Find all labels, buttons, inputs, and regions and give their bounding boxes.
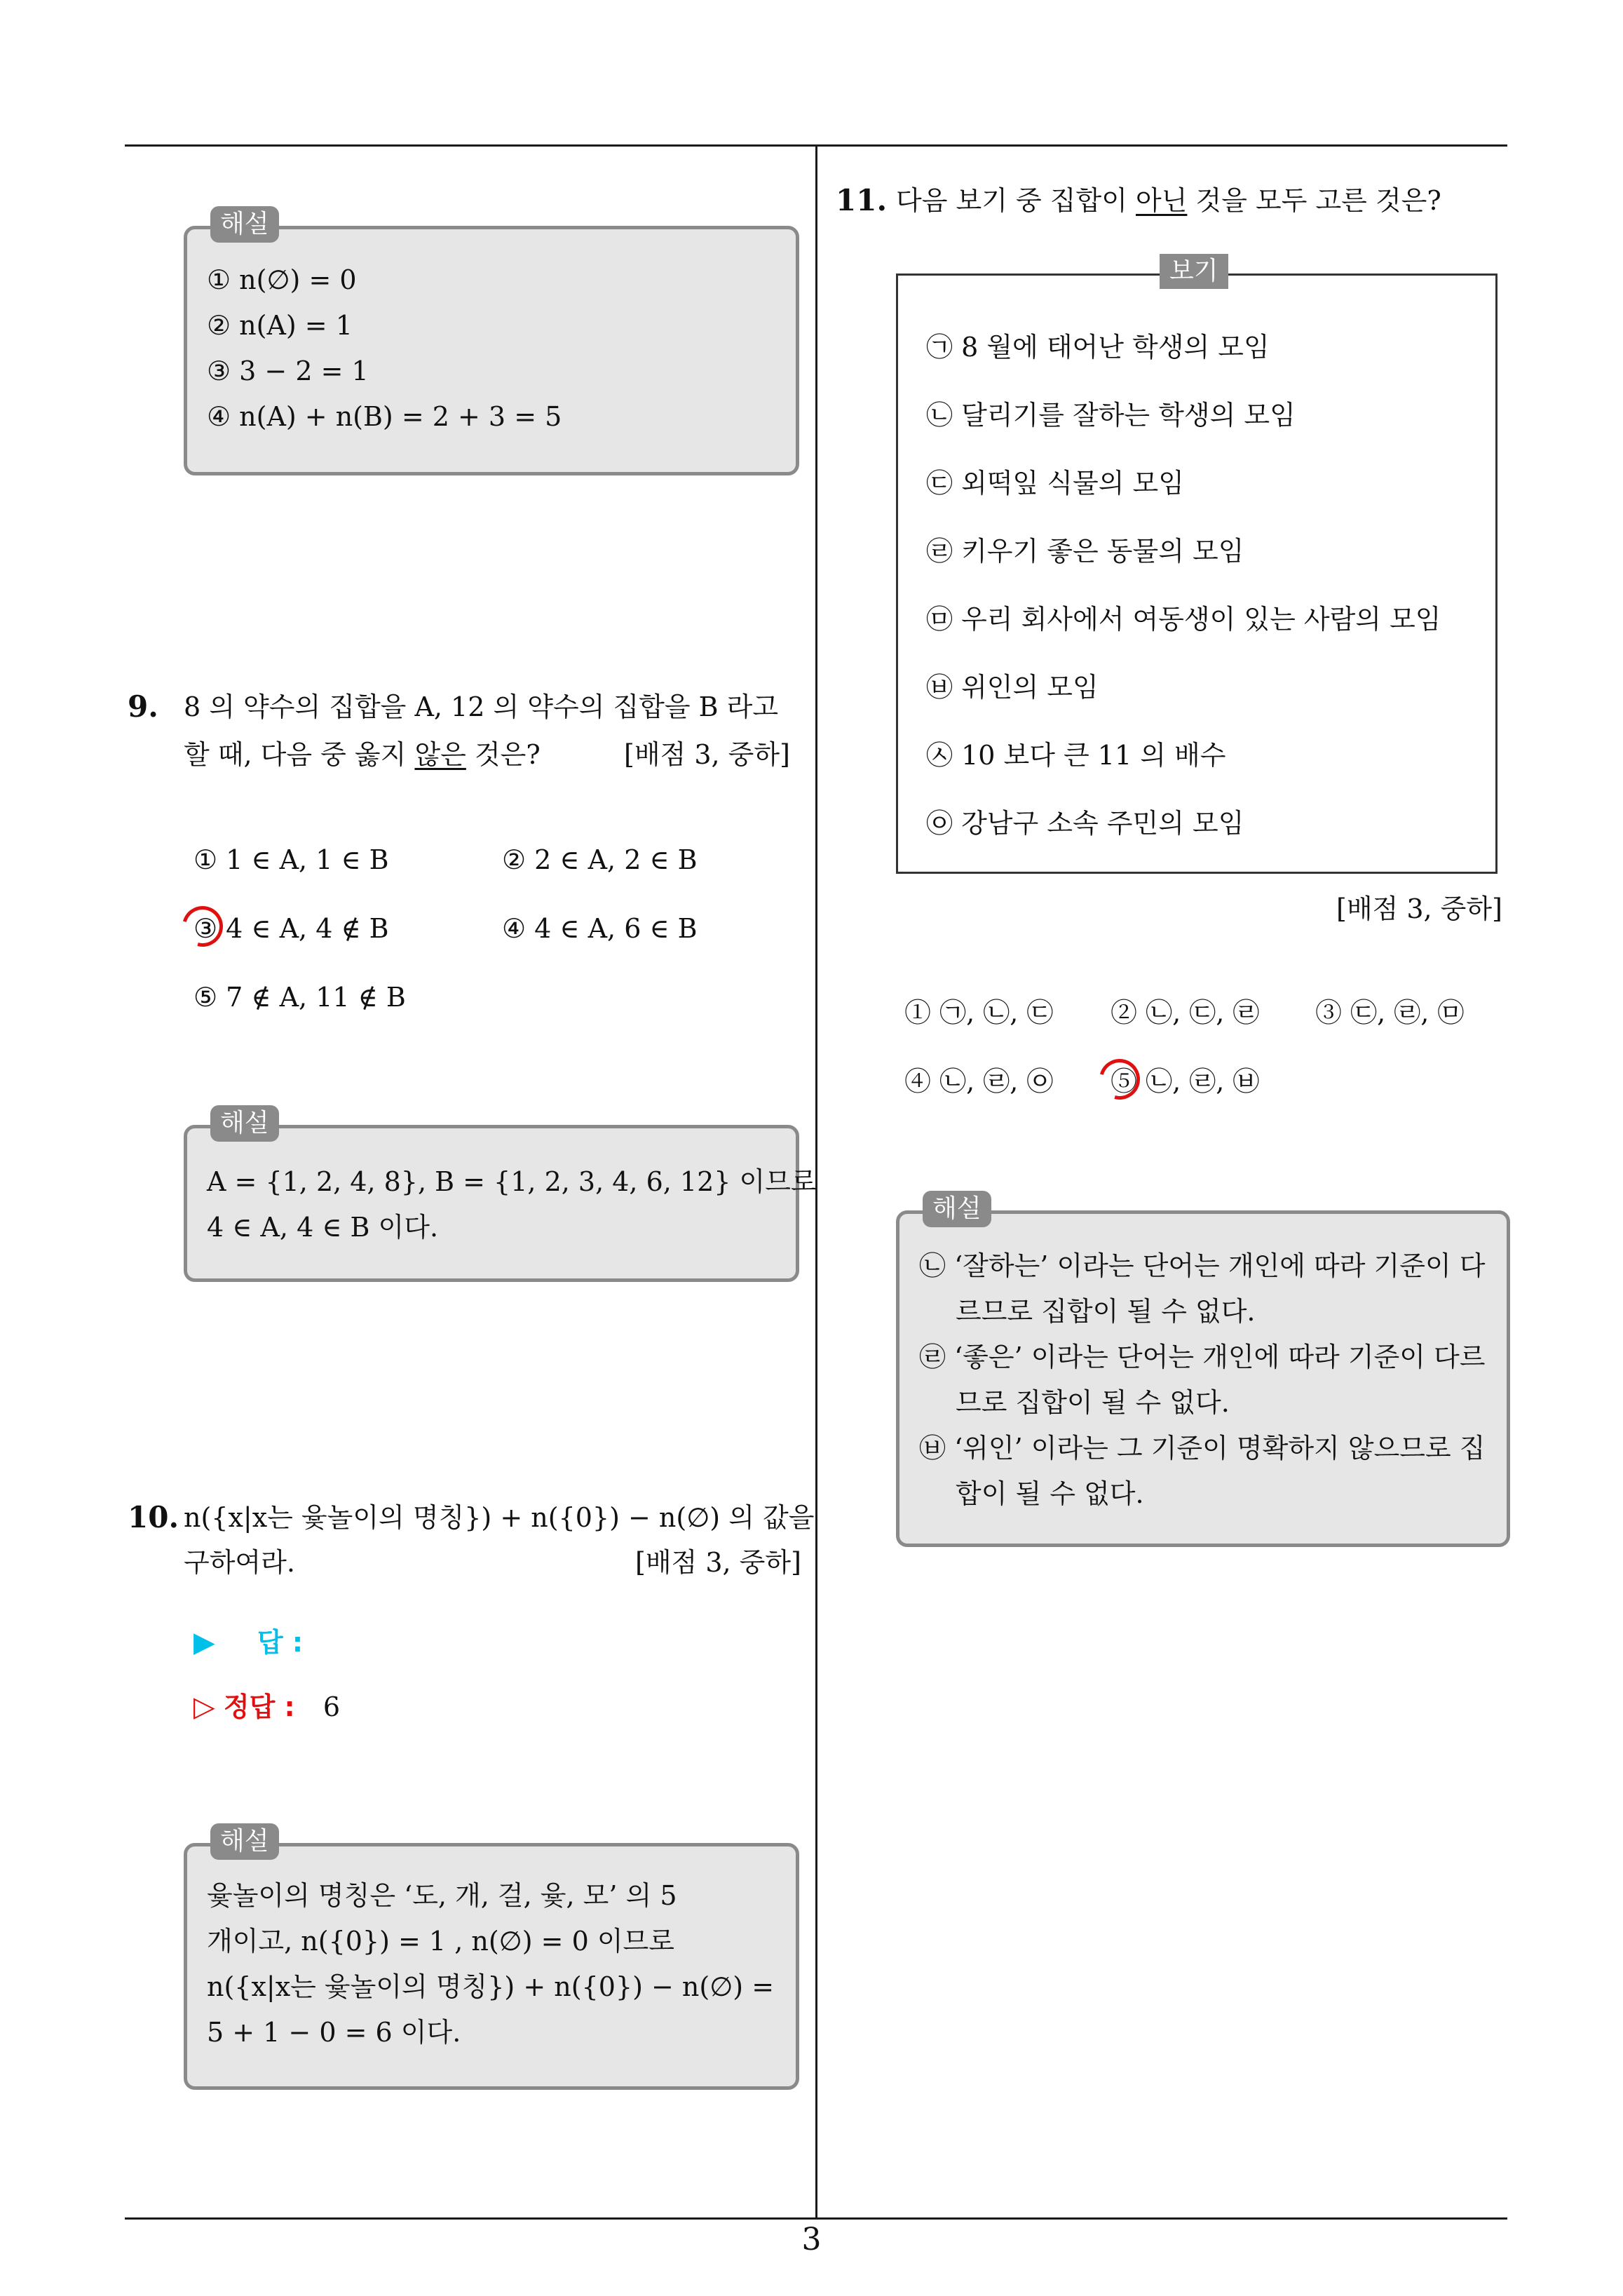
q10-score: [배점 3, 중하] bbox=[635, 1547, 801, 1578]
explanation-line: 르므로 집합이 될 수 없다. bbox=[956, 1296, 1256, 1327]
explanation-line: 개이고, n({0}) = 1 , n(∅) = 0 이므로 bbox=[207, 1926, 674, 1957]
q9-score: [배점 3, 중하] bbox=[624, 739, 790, 770]
explanation-line: 윷놀이의 명칭은 ‘도, 개, 걸, 윷, 모’ 의 5 bbox=[207, 1880, 677, 1911]
q9-choice-1[interactable]: ① 1 ∈ A, 1 ∈ B bbox=[193, 844, 389, 875]
bogi-tag: 보기 bbox=[1160, 254, 1228, 289]
q11-choice-5[interactable]: ⑤ ㉡, ㉣, ㉥ bbox=[1111, 1066, 1260, 1097]
play-icon: ▶ bbox=[193, 1626, 215, 1659]
bogi-box bbox=[896, 274, 1498, 874]
explanation-tag: 해설 bbox=[210, 1823, 279, 1860]
bottom-rule bbox=[125, 2217, 1507, 2220]
q10-number: 10. bbox=[128, 1500, 179, 1534]
explanation-box-q9 bbox=[184, 1125, 817, 1282]
q9-choice-3[interactable]: ③ 4 ∈ A, 4 ∉ B bbox=[193, 913, 389, 944]
q10-correct-row bbox=[193, 1690, 340, 1724]
answer-mark-circle bbox=[175, 898, 230, 954]
answer-mark-circle bbox=[1092, 1051, 1147, 1107]
correct-answer-label: 정답 : bbox=[223, 1691, 295, 1722]
q9-choice-5[interactable]: ⑤ 7 ∉ A, 11 ∉ B bbox=[193, 982, 406, 1013]
q11-choice-1[interactable]: ① ㉠, ㉡, ㉢ bbox=[904, 997, 1054, 1028]
bogi-item: ㉣ 키우기 좋은 동물의 모임 bbox=[926, 536, 1244, 567]
bogi-item: ㉦ 10 보다 큰 11 의 배수 bbox=[926, 740, 1226, 771]
explanation-line: ㉥ ‘위인’ 이라는 그 기준이 명확하지 않으므로 집 bbox=[919, 1433, 1486, 1464]
explanation-tag: 해설 bbox=[210, 206, 279, 243]
q9-text-line1: 8 의 약수의 집합을 A, 12 의 약수의 집합을 B 라고 bbox=[184, 691, 779, 722]
explanation-tag: 해설 bbox=[923, 1191, 991, 1227]
explanation-line: ㉣ ‘좋은’ 이라는 단어는 개인에 따라 기준이 다르 bbox=[919, 1342, 1486, 1372]
q10-text-line1: n({x|x는 윷놀이의 명칭}) + n({0}) − n(∅) 의 값을 bbox=[184, 1502, 815, 1533]
q11-choice-3[interactable]: ③ ㉢, ㉣, ㉤ bbox=[1315, 997, 1465, 1028]
explanation-line: A = {1, 2, 4, 8}, B = {1, 2, 3, 4, 6, 12} 이므로 bbox=[207, 1166, 817, 1197]
explanation-box-q8 bbox=[184, 226, 799, 475]
q11-choice-4[interactable]: ④ ㉡, ㉣, ㉧ bbox=[904, 1066, 1054, 1097]
q10-text-line2: 구하여라. bbox=[184, 1547, 295, 1578]
q9-text-line2: 할 때, 다음 중 옳지 않은 것은? bbox=[184, 739, 541, 770]
q11-text: 다음 보기 중 집합이 아닌 것을 모두 고른 것은? bbox=[896, 185, 1441, 216]
explanation-line: 합이 될 수 없다. bbox=[956, 1478, 1144, 1509]
q9-choice-2[interactable]: ② 2 ∈ A, 2 ∈ B bbox=[502, 844, 698, 875]
explanation-line: ③ 3 − 2 = 1 bbox=[207, 356, 369, 386]
play-outline-icon: ▷ bbox=[193, 1691, 215, 1723]
explanation-line: 므로 집합이 될 수 없다. bbox=[956, 1387, 1230, 1418]
q10-answer-row bbox=[193, 1626, 303, 1659]
q9-choice-4[interactable]: ④ 4 ∈ A, 6 ∈ B bbox=[502, 913, 698, 944]
bogi-item: ㉤ 우리 회사에서 여동생이 있는 사람의 모임 bbox=[926, 604, 1441, 635]
explanation-box-q11 bbox=[896, 1210, 1510, 1547]
bogi-item: ㉧ 강남구 소속 주민의 모임 bbox=[926, 808, 1244, 839]
page-number: 3 bbox=[801, 2222, 822, 2257]
explanation-line: ㉡ ‘잘하는’ 이라는 단어는 개인에 따라 기준이 다 bbox=[919, 1250, 1486, 1281]
explanation-line: ④ n(A) + n(B) = 2 + 3 = 5 bbox=[207, 401, 562, 432]
q11-score: [배점 3, 중하] bbox=[1336, 893, 1502, 924]
explanation-line: n({x|x는 윷놀이의 명칭}) + n({0}) − n(∅) = bbox=[207, 1971, 775, 2002]
explanation-box-q10 bbox=[184, 1843, 799, 2090]
q9-number: 9. bbox=[128, 689, 158, 724]
explanation-line: 4 ∈ A, 4 ∈ B 이다. bbox=[207, 1212, 439, 1243]
q11-choice-2[interactable]: ② ㉡, ㉢, ㉣ bbox=[1111, 997, 1260, 1028]
explanation-tag: 해설 bbox=[210, 1105, 279, 1142]
bogi-item: ㉥ 위인의 모임 bbox=[926, 672, 1099, 703]
bogi-item: ㉢ 외떡잎 식물의 모임 bbox=[926, 468, 1184, 499]
bogi-item: ㉠ 8 월에 태어난 학생의 모임 bbox=[926, 332, 1270, 363]
correct-answer-value: 6 bbox=[322, 1691, 341, 1722]
q11-number: 11. bbox=[836, 183, 888, 217]
answer-label: 답 : bbox=[257, 1627, 304, 1658]
explanation-line: ② n(A) = 1 bbox=[207, 310, 353, 341]
explanation-line: ① n(∅) = 0 bbox=[207, 264, 357, 295]
explanation-line: 5 + 1 − 0 = 6 이다. bbox=[207, 2017, 461, 2048]
bogi-item: ㉡ 달리기를 잘하는 학생의 모임 bbox=[926, 400, 1296, 431]
